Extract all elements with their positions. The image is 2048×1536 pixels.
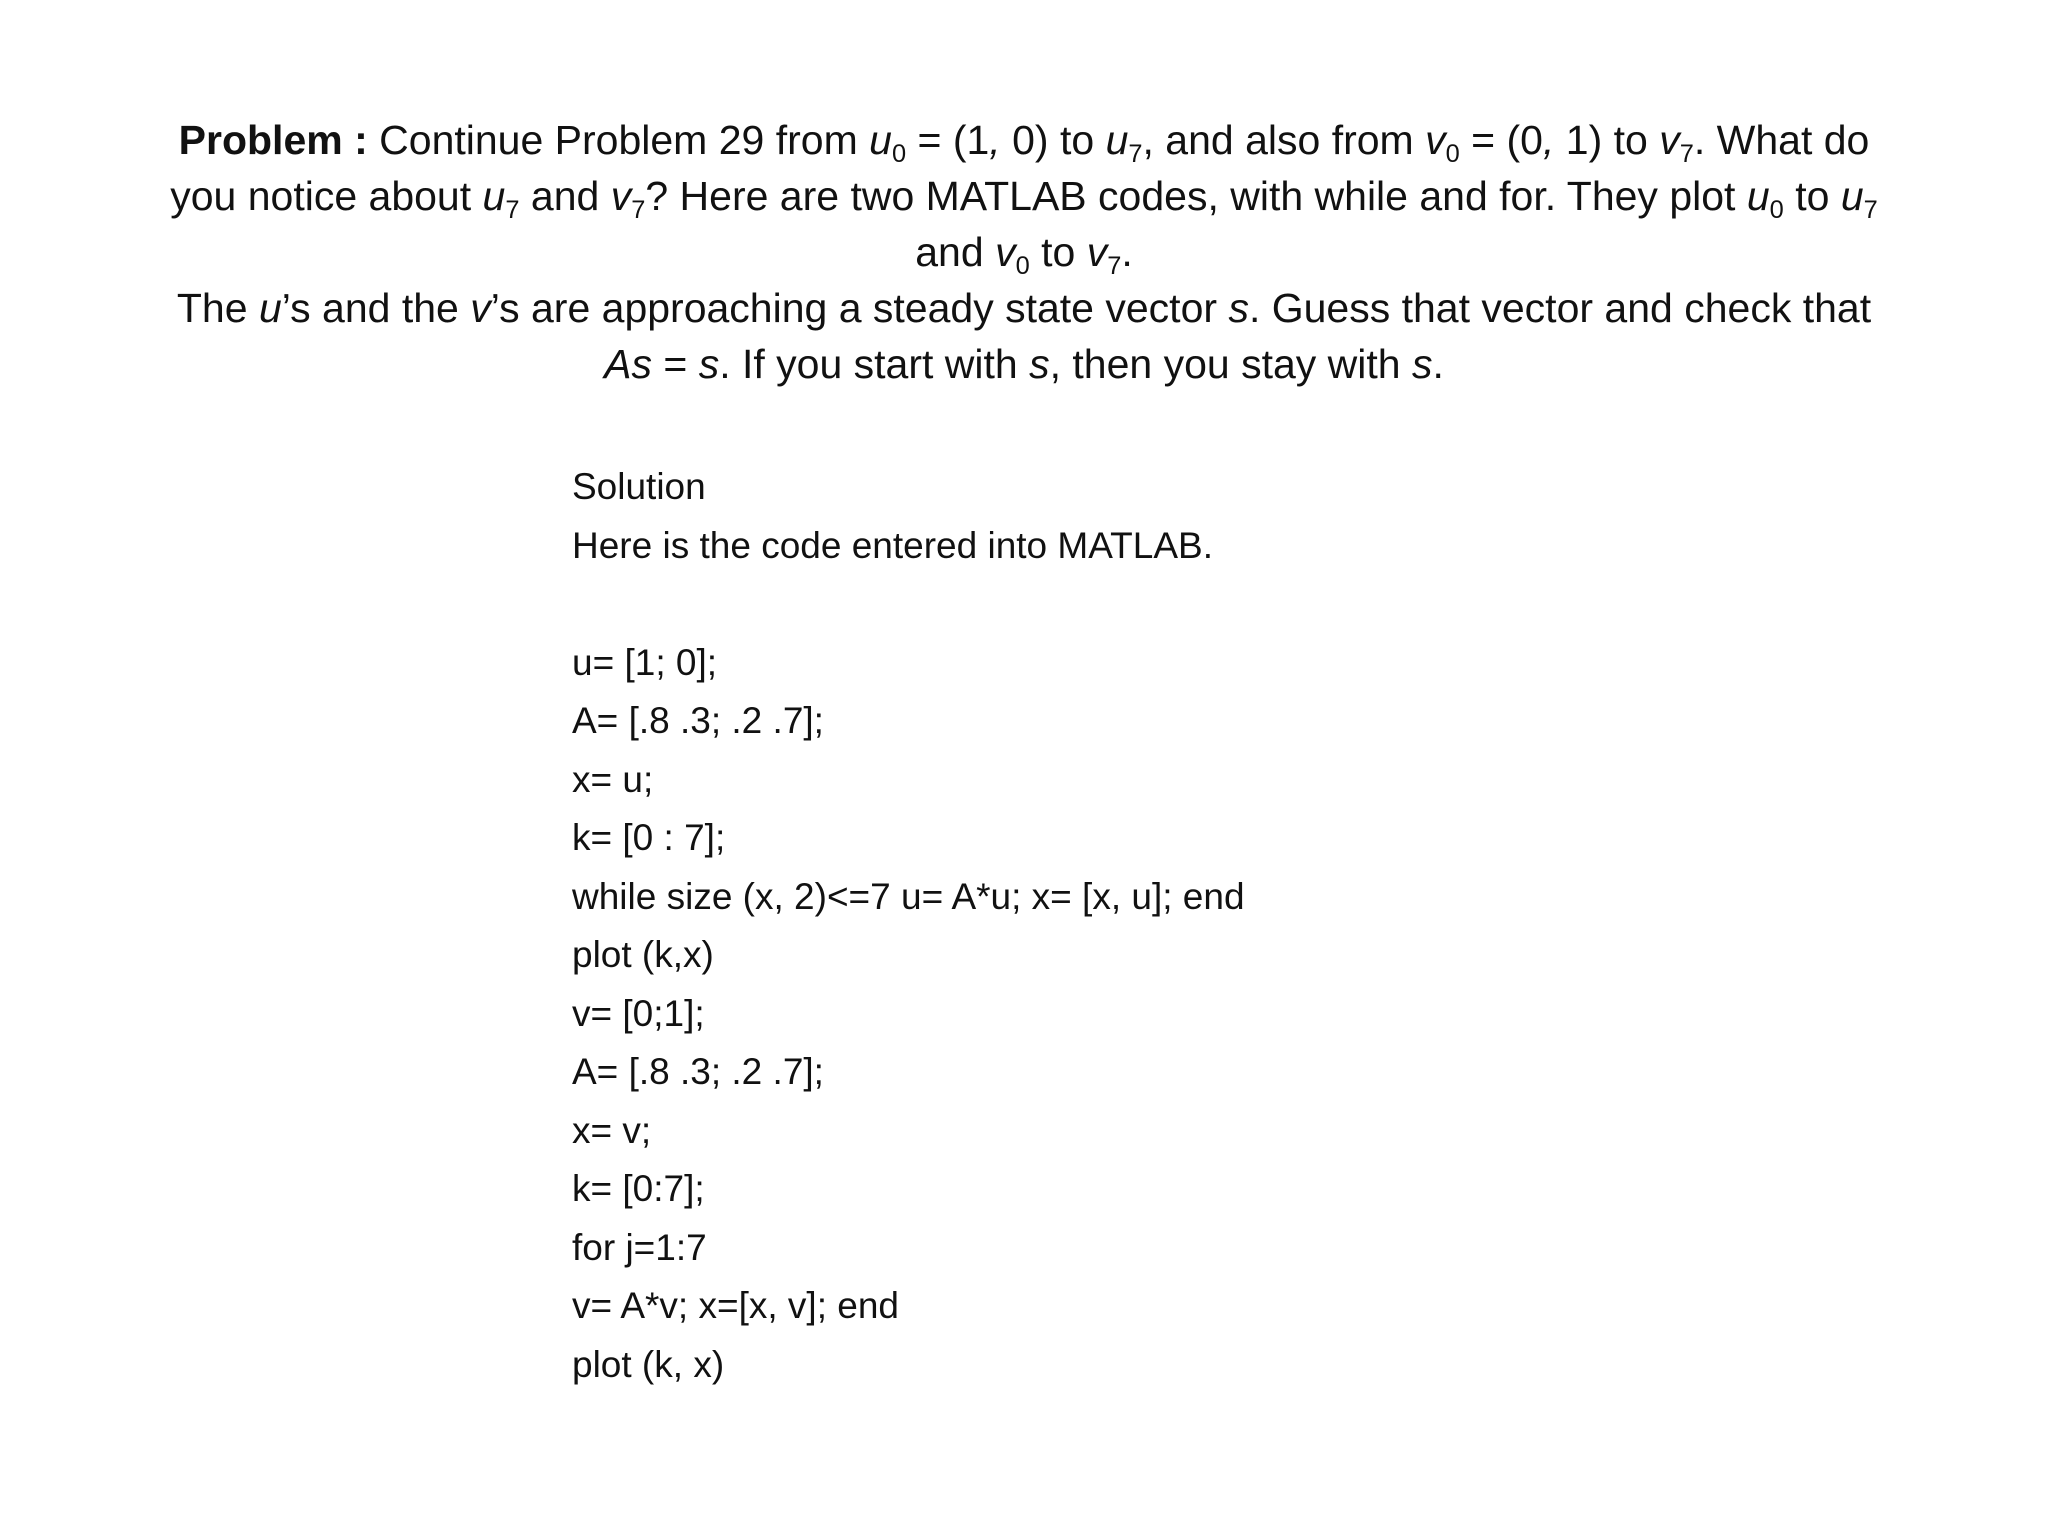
math-v: v (470, 285, 491, 331)
problem-text: ’s and the (281, 285, 459, 331)
problem-text: . Guess that vector and check that (1248, 285, 1872, 331)
problem-text: The (176, 285, 248, 331)
math-u: u (869, 117, 892, 163)
problem-text: Continue Problem 29 from (379, 117, 858, 163)
subscript: 7 (1128, 140, 1143, 169)
subscript: 7 (1107, 252, 1122, 281)
math-u: u (1746, 173, 1770, 219)
math-v: v (1086, 229, 1108, 275)
subscript: 7 (1679, 140, 1694, 169)
problem-text: . What do you notice about (170, 117, 1870, 219)
code-line: k= [0 : 7]; (572, 817, 726, 858)
math-s: s (1228, 285, 1249, 331)
subscript: 0 (1015, 252, 1030, 281)
problem-paragraph-1 (160, 112, 1888, 280)
math-s: s (1412, 341, 1433, 387)
problem-text: 0) to (1012, 117, 1095, 163)
code-line: v= [0;1]; (572, 992, 705, 1034)
code-line: while size (x, 2)<=7 u= A*u; x= [x, u]; end (572, 875, 1245, 917)
subscript: 7 (1863, 196, 1878, 225)
math-u: u (482, 173, 506, 219)
code-line: u= [1; 0]; (572, 641, 718, 683)
code-line: for j=1:7 (572, 1226, 707, 1268)
math-v: v (995, 229, 1016, 275)
problem-text: ’s are approaching a steady state vector (490, 285, 1218, 331)
code-line: v= A*v; x=[x, v]; end (572, 1285, 900, 1326)
solution-intro: Here is the code entered into MATLAB. (572, 524, 1213, 566)
problem-text: to (1041, 229, 1076, 275)
code-line: x= v; (572, 1109, 652, 1151)
math-u: u (1105, 117, 1129, 163)
problem-text: ? Here are two MATLAB codes, with while and for. They plot (645, 173, 1736, 219)
math-u: u (1840, 173, 1864, 219)
math-v: v (1425, 117, 1446, 163)
subscript: 7 (631, 196, 646, 225)
problem-text: . (1121, 229, 1133, 275)
problem-text: = (0 (1471, 117, 1543, 163)
subscript: 0 (1769, 196, 1784, 225)
problem-text: 1) to (1565, 117, 1648, 163)
subscript: 7 (505, 196, 520, 225)
problem-text: . (1432, 341, 1444, 387)
problem-text: . If you start with (719, 341, 1018, 387)
blank-line (572, 575, 1472, 634)
problem-paragraph-2 (160, 280, 1888, 392)
problem-text: and (915, 229, 984, 275)
solution-block (572, 458, 1472, 1394)
math-comma: , (989, 117, 1001, 163)
code-line: k= [0:7]; (572, 1168, 705, 1209)
problem-text: = (663, 341, 688, 387)
problem-label: Problem : (178, 117, 368, 163)
math-As: As (604, 341, 652, 387)
code-line: plot (k, x) (572, 1343, 725, 1385)
subscript: 0 (1445, 140, 1460, 169)
problem-statement (160, 112, 1888, 392)
problem-text: = (1 (917, 117, 990, 163)
code-line: x= u; (572, 758, 654, 800)
problem-text: , and also from (1142, 117, 1414, 163)
math-v: v (610, 173, 632, 219)
math-comma: , (1542, 117, 1555, 163)
subscript: 0 (891, 140, 907, 169)
problem-text: and (530, 173, 600, 219)
math-s: s (698, 341, 720, 387)
code-line: A= [.8 .3; .2 .7]; (572, 700, 824, 741)
problem-text: to (1795, 173, 1830, 219)
code-line: plot (k,x) (572, 934, 714, 975)
code-line: A= [.8 .3; .2 .7]; (572, 1051, 824, 1092)
solution-heading: Solution (572, 466, 706, 507)
problem-text: , then you stay with (1049, 341, 1401, 387)
math-u: u (258, 285, 282, 331)
math-v: v (1659, 117, 1680, 163)
math-s: s (1029, 341, 1050, 387)
